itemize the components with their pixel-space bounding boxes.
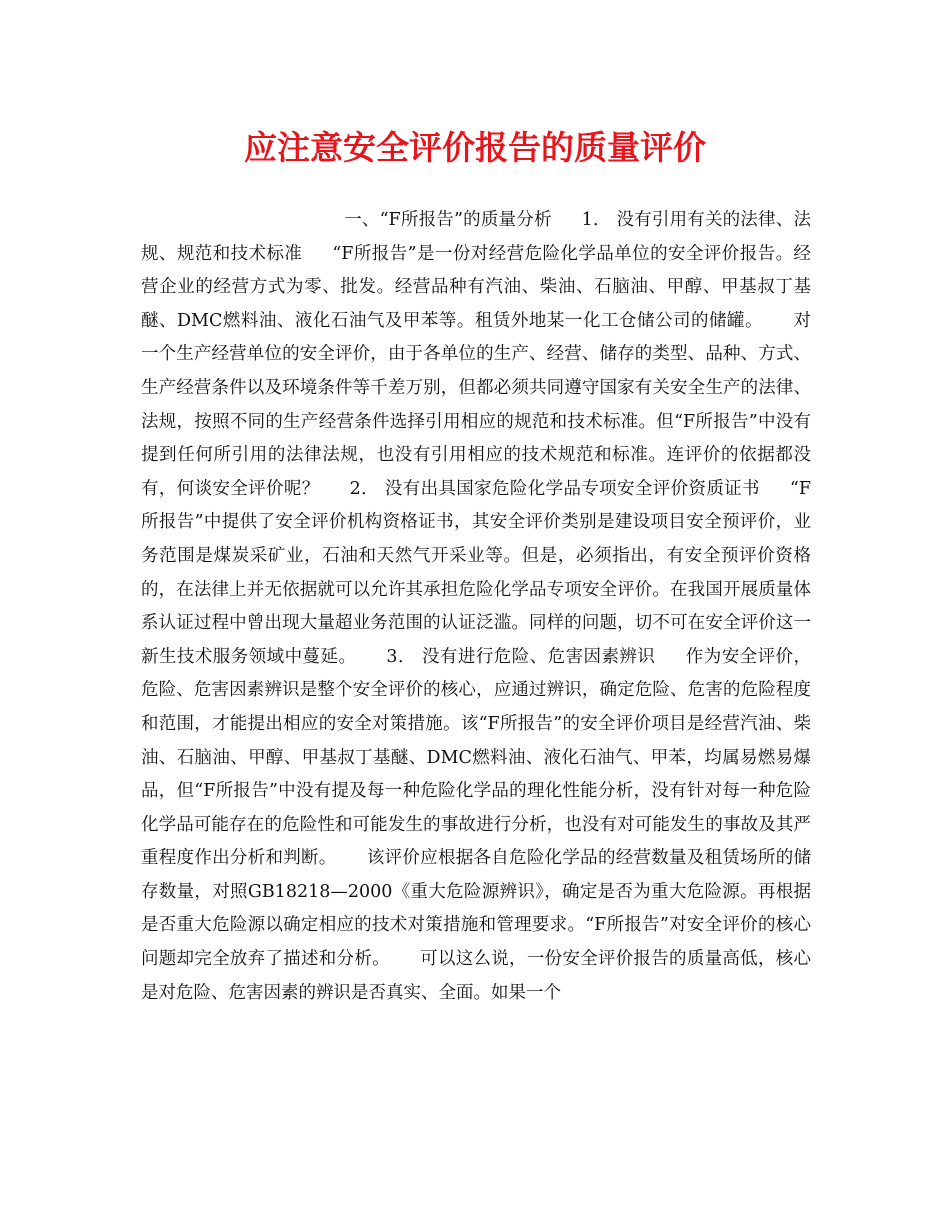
document-body: [141, 204, 811, 1010]
paragraph-text: “F所报告”是一份对经营危险化学品单位的安全评价报告。经营企业的经营方式为零、批发。经营品种有汽油、柴油、石脑油、甲醇、甲基叔丁基醚、DMC燃料油、液化石油气及甲苯等。租赁外地某一化工仓储公司的储罐。: [141, 243, 812, 331]
document-title: 应注意安全评价报告的质量评价: [244, 128, 706, 167]
paragraph-text: “F所报告”中提供了安全评价机构资格证书，其安全评价类别是建设项目安全预评价，业务范围是煤炭采矿业，石油和天然气开采业等。但是，必须指出，有安全预评价资格的，在法律上并无依据就可以允许其承担危险化学品专项安全评价。在我国开展质量体系认证过程中曾出现大量超业务范围的认证泛滥。同样的问题，切不可在安全评价这一新生技术服务领域中蔓延。: [141, 478, 811, 667]
subheading-3: 3． 没有进行危险、危害因素辨识: [386, 646, 656, 667]
paragraph-text: 作为安全评价，危险、危害因素辨识是整个安全评价的核心，应通过辨识，确定危险、危害的危险程度和范围，才能提出相应的安全对策措施。该“F所报告”的安全评价项目是经营汽油、柴油、石脑油、甲醇、甲基叔丁基醚、DMC燃料油、液化石油气、甲苯，均属易燃易爆品，但“F所报告”中没有提及每一种危险化学品的理化性能分析，没有针对每一种危险化学品可能存在的危险性和可能发生的事故进行分析，也没有对可能发生的事故及其严重程度作出分析和判断。: [141, 646, 812, 869]
subheading-1: 1． 没有引用有关的法律、法规、规范和技术标准: [141, 210, 811, 264]
section-heading: 一、“F所报告”的质量分析: [344, 210, 552, 230]
paragraph-text: 该评价应根据各自危险化学品的经营数量及租赁场所的储存数量，对照GB18218—2000《重大危险源辨识》，确定是否为重大危险源。再根据是否重大危险源以确定相应的技术对策措施和管理要求。“F所报告”对安全评价的核心问题却完全放弃了描述和分析。: [141, 848, 812, 970]
subheading-2: 2． 没有出具国家危险化学品专项安全评价资质证书: [349, 478, 760, 499]
paragraph-text: 对一个生产经营单位的安全评价，由于各单位的生产、经营、储存的类型、品种、方式、生产经营条件以及环境条件等千差万别，但都必须共同遵守国家有关安全生产的法律、法规，按照不同的生产经营条件选择引用相应的规范和技术标准。但“F所报告”中没有提到任何所引用的法律法规，也没有引用相应的技术规范和标准。连评价的依据都没有，何谈安全评价呢？: [141, 310, 812, 499]
paragraph-text: 可以这么说，一份安全评价报告的质量高低，核心是对危险、危害因素的辨识是否真实、全面。如果一个: [141, 949, 812, 1003]
